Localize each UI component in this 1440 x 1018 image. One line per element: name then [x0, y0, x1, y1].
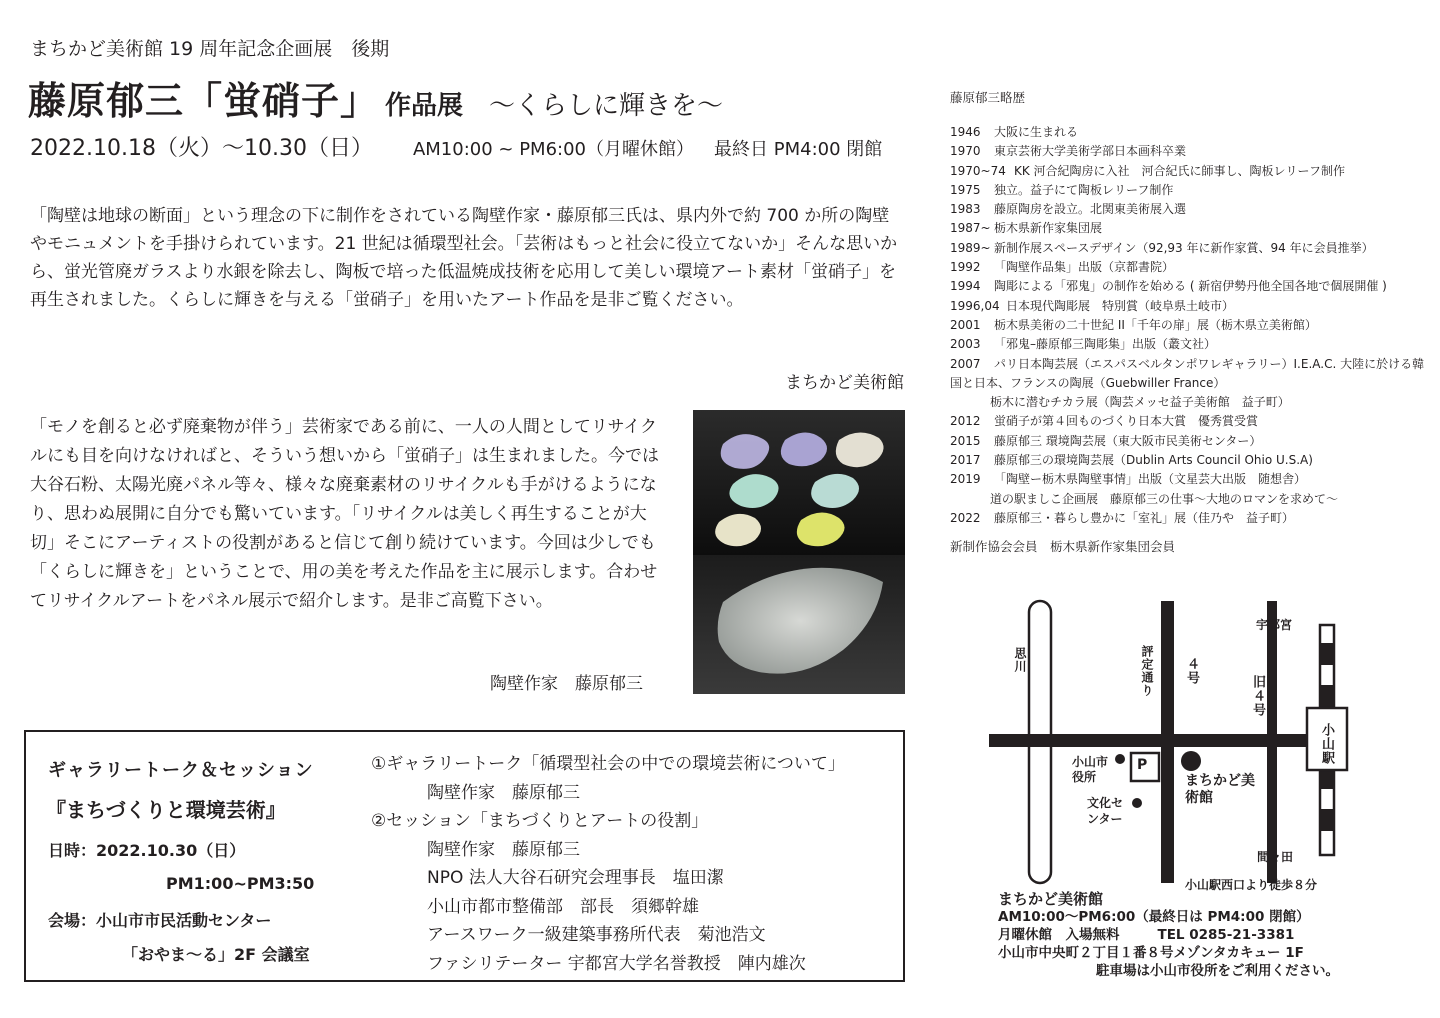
event-date: 日時：2022.10.30（日）: [48, 841, 246, 860]
bio-text: 「陶壁ー栃木県陶壁事情」出版（文星芸大出版 随想舎）: [994, 472, 1307, 487]
program-item: NPO 法人大谷石研究会理事長 塩田潔: [427, 868, 724, 888]
map-graphic: [985, 595, 1415, 895]
opening-hours: AM10:00 ~ PM6:00（月曜休館）: [412, 139, 695, 160]
bio-year: 1989~: [950, 240, 991, 255]
event-time: PM1:00~PM3:50: [166, 874, 315, 893]
old-route4-road: [1267, 601, 1277, 883]
bio-list: [950, 123, 1430, 528]
artist-statement: 「モノを創ると必ず廃棄物が伴う」芸術家である前に、一人の人間としてリサイクルにも目を向けなければと、そういう想いから「蛍硝子」は生まれました。今では大谷石粉、太陽光廃パネル等々、様々な廃棄素材のリサイクルも手がけるようになり、思わぬ展開に自分でも驚いています。「リサイクルは美しく再生することが大切」そこにアーティストの役割があると信じて創り続けています。今回は少しでも「くらしに輝きを」ということで、用の美を考えた作品を主に展示します。合わせてリサイクルアートをパネル展示で紹介します。是非ご高覧下さい。: [30, 417, 659, 611]
bio-text: 「陶壁作品集」出版（京都書院）: [994, 260, 1175, 275]
museum-marker: [1181, 751, 1201, 771]
bio-entry: [950, 451, 1430, 470]
bio-text: 東京芸術大学美術学部日本画科卒業: [994, 144, 1187, 159]
station-label: 小山駅: [1319, 723, 1334, 765]
bio-entry: [950, 142, 1430, 161]
event-heading: ギャラリートーク＆セッション: [48, 760, 314, 781]
exhibition-subtitle: まちかど美術館 19 周年記念企画展 後期: [30, 38, 390, 60]
bio-year: 1946: [950, 125, 981, 139]
walk-time-label: 小山駅西口より徒歩８分: [1185, 878, 1318, 892]
bio-title: 藤原郁三略歴: [950, 90, 1026, 105]
page-title: [28, 70, 723, 125]
event-box: [24, 730, 905, 982]
artist-signature: 陶壁作家 藤原郁三: [490, 674, 643, 694]
program-item: ②セッション「まちづくりとアートの役割」: [371, 811, 709, 831]
bio-year: 2015: [950, 433, 981, 448]
route4-label: ４号: [1184, 657, 1199, 685]
contact-tel: TEL 0285-21-3381: [1157, 927, 1295, 943]
bio-entry: [950, 258, 1430, 277]
bio-year: 1987~: [950, 221, 991, 236]
contact-museum-name: まちかど美術館: [998, 890, 1104, 908]
bio-text: 「邪鬼–藤原郁三陶彫集」出版（叢文社）: [994, 337, 1217, 352]
bio-year: 2017: [950, 453, 981, 468]
date-range: 2022.10.18（火）～10.30（日）: [30, 136, 373, 161]
event-venue-room: 「おやま～る」2F 会議室: [122, 945, 310, 964]
bio-text: 藤原郁三 環境陶芸展（東大阪市民美術センター）: [994, 433, 1262, 448]
contact-hours: AM10:00～PM6:00（最終日は PM4:00 閉館）: [998, 909, 1310, 925]
artwork-photo-graphic: [693, 410, 905, 694]
bio-entry: [950, 335, 1430, 354]
bio-text: 藤原陶房を設立。北関東美術展入選: [994, 202, 1187, 217]
bio-entry: [950, 355, 1430, 394]
title-tagline: ～くらしに輝きを～: [489, 91, 724, 121]
bio-text: 栃木県美術の二十世紀 II「千年の扉」展（栃木県立美術館）: [994, 317, 1317, 332]
program-item: アースワーク一級建築事務所代表 菊池浩文: [427, 925, 766, 945]
bio-entry: [950, 200, 1430, 219]
culture-center-label: 文化センター: [1087, 796, 1124, 826]
bio-year: 2022: [950, 510, 981, 525]
bio-text: 新制作展スペースデザイン（92,93 年に新作家賞、94 年に会員推挙）: [994, 240, 1374, 255]
bio-entry: [950, 509, 1430, 528]
bio-text: 栃木県新作家集団展: [994, 221, 1103, 236]
bio-entry: [950, 277, 1430, 296]
intro-paragraph: 「陶壁は地球の断面」という理念の下に制作をされている陶壁作家・藤原郁三氏は、県内外で約 700 か所の陶壁やモニュメントを手掛けられています。21 世紀は循環型社会。「芸術はもっと社会に役立てないか」そんな思いから、蛍光管廃ガラスより水銀を除去し、陶板で培った低温焼成技術を応用して美しい環境アート素材「蛍硝子」を再生されました。くらしに輝きを与える「蛍硝子」を用いたアート作品を是非ご覧ください。: [30, 206, 898, 310]
route4-road: [1161, 601, 1174, 883]
artwork-photo: [693, 410, 905, 694]
event-program: [371, 750, 901, 978]
bio-entry: [950, 297, 1430, 316]
bio-entry: [950, 219, 1430, 238]
event-theme: 『まちづくりと環境芸術』: [46, 798, 286, 822]
bio-text: 道の駅ましこ企画展 藤原郁三の仕事～大地のロマンを求めて～: [990, 491, 1339, 506]
bio-entry: [950, 239, 1430, 258]
bio-entry: [950, 470, 1430, 489]
contact-closed: [998, 926, 1339, 944]
old-route4-label: 旧４号: [1250, 675, 1265, 717]
closed-note: 月曜休館 入場無料: [998, 927, 1120, 943]
program-item: ①ギャラリートーク「循環型社会の中での環境芸術について」: [371, 754, 845, 774]
bio-text: 陶彫による「邪鬼」の制作を始める ( 新宿伊勢丹他全国各地で個展開催 ): [994, 279, 1387, 294]
bio-year: 1983: [950, 202, 981, 217]
river-label: 思川: [1013, 647, 1027, 673]
bio-year: 1996,04: [950, 298, 1000, 313]
program-item: 陶壁作家 藤原郁三: [427, 782, 580, 803]
program-item: ファシリテーター 宇都宮大学名誉教授 陣内雄次: [427, 953, 806, 974]
bio-text: 藤原郁三の環境陶芸展（Dublin Arts Council Ohio U.S.A): [994, 453, 1313, 468]
bio-entry: [950, 316, 1430, 335]
program-item: 陶壁作家 藤原郁三: [427, 839, 580, 860]
bio-text: 独立。益子にて陶板レリーフ制作: [994, 182, 1174, 197]
bio-year: 2007: [950, 356, 981, 371]
bio-text: 大阪に生まれる: [994, 125, 1079, 139]
bio-year: 1994: [950, 279, 981, 294]
bio-entry: [950, 162, 1430, 181]
title-suffix: 作品展: [385, 91, 464, 121]
parking-label: P: [1137, 757, 1148, 773]
bio-entry: [950, 123, 1430, 142]
bio-year: 1970: [950, 144, 981, 159]
parking-note: 駐車場は小山市役所をご利用ください。: [1096, 963, 1339, 979]
mamada-label: 間々田: [1257, 850, 1294, 864]
contact-info: [998, 890, 1339, 980]
utsunomiya-label: 宇都宮: [1256, 618, 1293, 632]
intro-signature: まちかど美術館: [785, 373, 904, 393]
bio-year: 2003: [950, 337, 981, 352]
bio-text: 日本現代陶彫展 特別賞（岐阜県土岐市）: [1006, 298, 1235, 313]
bio-text: 栃木に潜むチカラ展（陶芸メッセ益子美術館 益子町）: [990, 395, 1290, 410]
bio-text: KK 河合紀陶房に入社 河合紀氏に師事し、陶板レリーフ制作: [1014, 163, 1345, 178]
bio-text: 蛍硝子が第４回ものづくり日本大賞 優秀賞受賞: [994, 414, 1259, 429]
hyojo-street-label: 評定通り: [1140, 645, 1154, 697]
bio-entry: [950, 490, 1430, 509]
main-road: [989, 734, 1329, 747]
bio-text: 藤原郁三・暮らし豊かに「室礼」展（佳乃や 益子町）: [994, 510, 1295, 525]
bio-year: 1975: [950, 182, 981, 197]
bio-entry: [950, 393, 1430, 412]
city-hall-marker: [1115, 754, 1125, 764]
title-main: 藤原郁三「蛍硝子」: [28, 78, 380, 123]
event-venue: 会場：小山市市民活動センター: [48, 911, 272, 930]
museum-label: まちかど美術館: [1185, 773, 1255, 806]
bio-year: 1992: [950, 260, 981, 275]
bio-entry: [950, 181, 1430, 200]
membership: 新制作協会会員 栃木県新作家集団会員: [950, 539, 1176, 554]
bio-entry: [950, 432, 1430, 451]
bio-entry: [950, 412, 1430, 431]
bio-text: パリ日本陶芸展（エスパスベルタンポワレギャラリー）I.E.A.C. 大陸に於ける韓国と日本、フランスの陶展（Guebwiller France）: [950, 356, 1425, 390]
bio-year: 2012: [950, 414, 981, 429]
bio-year: 2001: [950, 317, 981, 332]
last-day-note: 最終日 PM4:00 閉館: [714, 139, 883, 160]
access-map: [985, 595, 1415, 895]
contact-address: 小山市中央町２丁目１番８号メゾンタカキュー 1F: [998, 945, 1304, 961]
bio-year: 2019: [950, 472, 981, 487]
program-item: 小山市都市整備部 部長 須郷幹雄: [427, 896, 699, 917]
bio-year: 1970~74: [950, 163, 1006, 178]
exhibition-dates: [30, 131, 882, 162]
city-hall-label: 小山市役所: [1072, 755, 1109, 784]
